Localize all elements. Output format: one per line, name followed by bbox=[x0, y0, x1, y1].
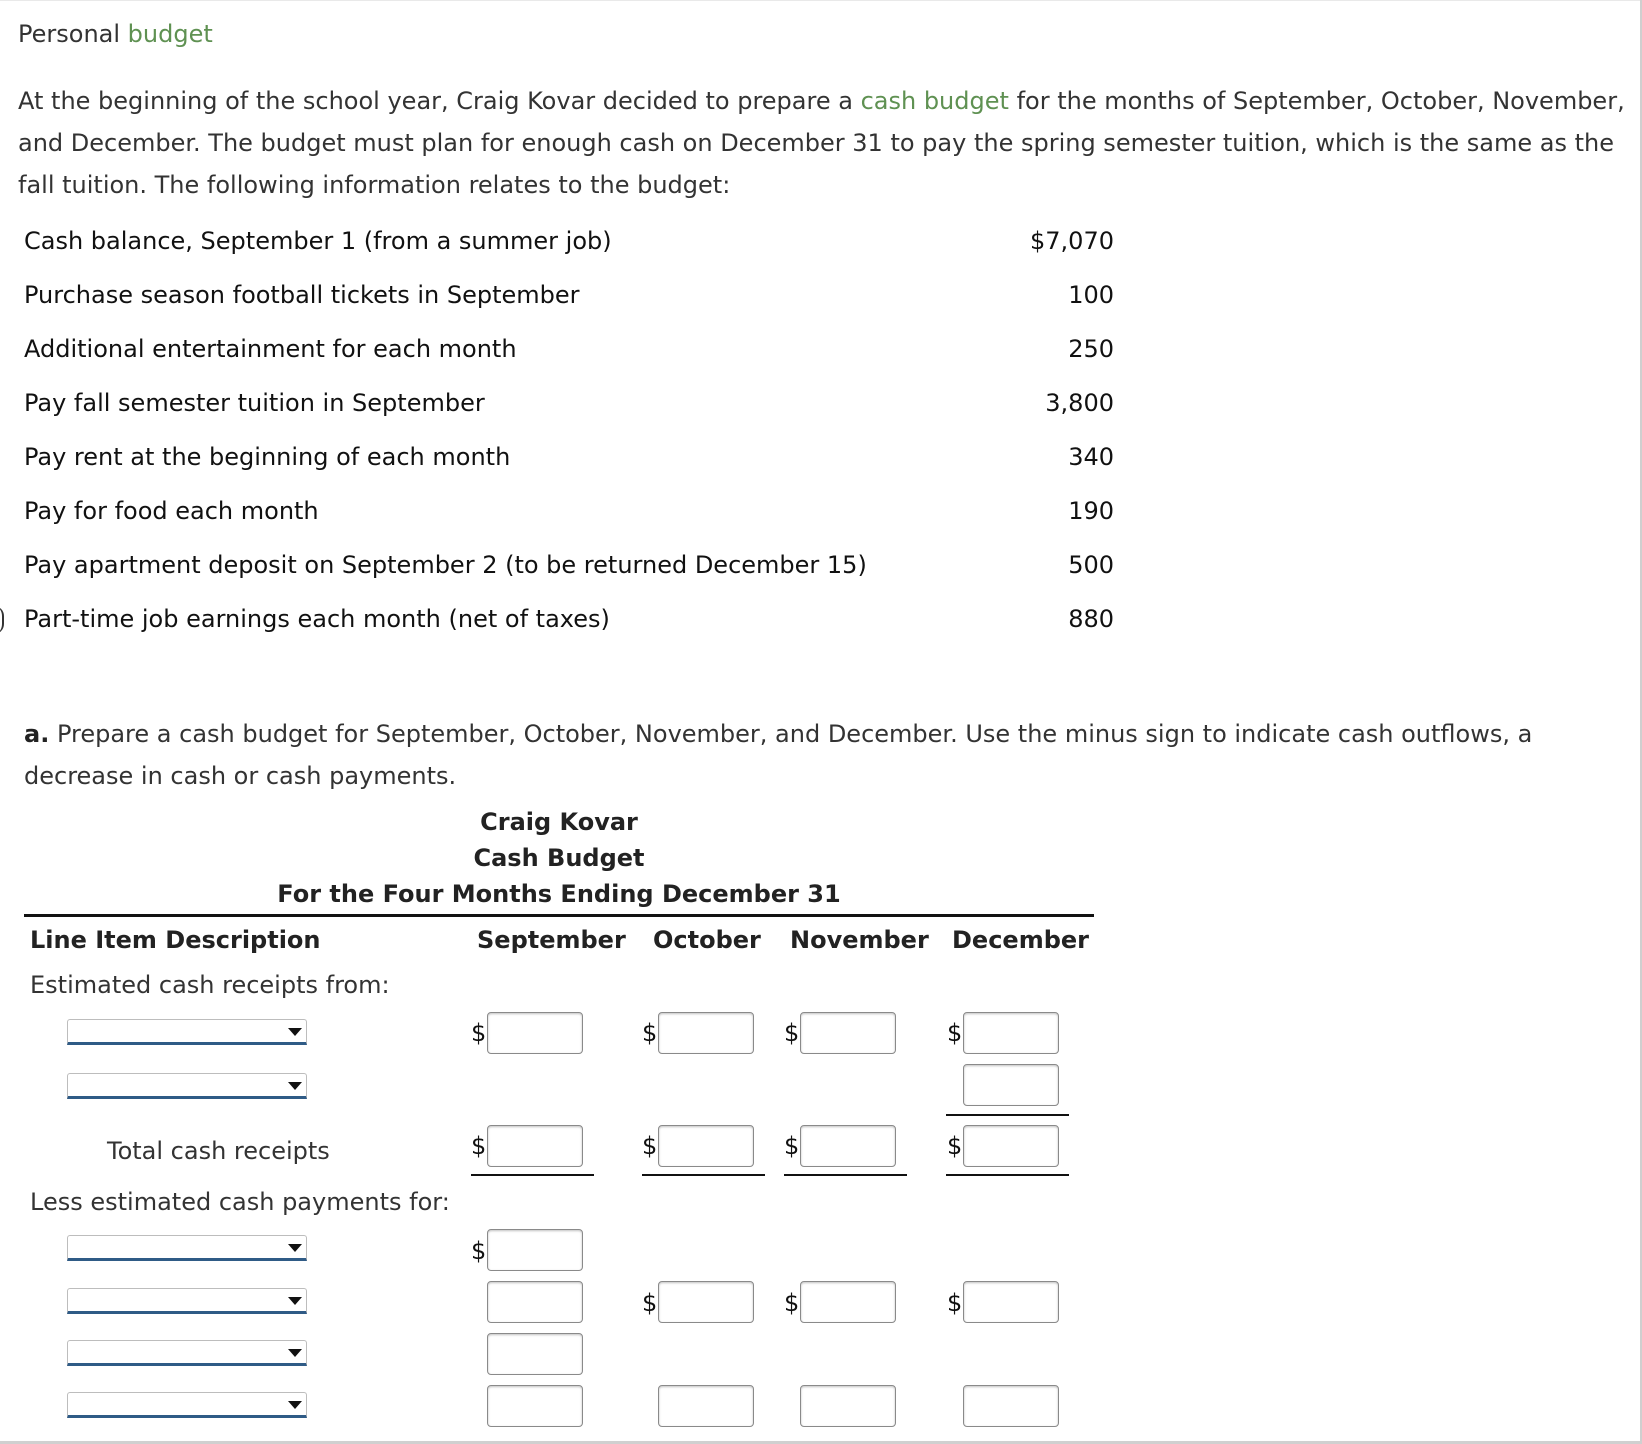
dollar-sign: $ bbox=[642, 1132, 658, 1160]
total-receipts-september-input[interactable] bbox=[487, 1125, 583, 1167]
payment-item-dropdown[interactable] bbox=[67, 1288, 307, 1314]
budget-header-period: For the Four Months Ending December 31 bbox=[277, 880, 841, 908]
payment-december-input[interactable] bbox=[963, 1281, 1059, 1323]
total-receipts-october-input[interactable] bbox=[658, 1125, 754, 1167]
subtotal-underline bbox=[946, 1114, 1069, 1116]
total-receipts-november-input[interactable] bbox=[800, 1125, 896, 1167]
info-label: Pay apartment deposit on September 2 (to be returned December 15) bbox=[24, 551, 867, 579]
col-header-description: Line Item Description bbox=[30, 926, 321, 954]
payment-november-input[interactable] bbox=[800, 1281, 896, 1323]
page-title bbox=[18, 20, 213, 48]
info-value: 100 bbox=[1068, 281, 1114, 309]
total-receipts-label: Total cash receipts bbox=[107, 1137, 330, 1165]
info-label: Additional entertainment for each month bbox=[24, 335, 517, 363]
info-value: 340 bbox=[1068, 443, 1114, 471]
dollar-sign: $ bbox=[947, 1289, 963, 1317]
intro-text-1: At the beginning of the school year, Craig Kovar decided to prepare a bbox=[18, 87, 853, 115]
total-underline bbox=[946, 1174, 1069, 1176]
intro-text-2: for the months of September, October, November, and December. The budget must plan for enough cash on December 31 to pay the spring semester tuition, which is the same as the fall tuition. The following information relates to the budget: bbox=[18, 87, 1625, 199]
chevron-down-icon bbox=[288, 1297, 302, 1305]
chevron-down-icon bbox=[288, 1082, 302, 1090]
chevron-down-icon bbox=[288, 1349, 302, 1357]
budget-header-title: Cash Budget bbox=[473, 844, 645, 872]
dollar-sign: $ bbox=[471, 1237, 487, 1265]
payment-october-input[interactable] bbox=[658, 1385, 754, 1427]
dollar-sign: $ bbox=[947, 1019, 963, 1047]
dollar-sign: $ bbox=[947, 1132, 963, 1160]
info-row bbox=[24, 275, 1114, 329]
col-header-december: December bbox=[952, 926, 1090, 954]
budget-info-table bbox=[24, 221, 1114, 653]
dollar-sign: $ bbox=[471, 1132, 487, 1160]
info-row bbox=[24, 545, 1114, 599]
question-letter: a. bbox=[24, 720, 50, 748]
payment-september-input[interactable] bbox=[487, 1385, 583, 1427]
dollar-sign: $ bbox=[784, 1132, 800, 1160]
payment-november-input[interactable] bbox=[800, 1385, 896, 1427]
chevron-down-icon bbox=[288, 1244, 302, 1252]
col-header-september: September bbox=[477, 926, 626, 954]
dollar-sign: $ bbox=[642, 1019, 658, 1047]
question-a bbox=[24, 713, 1624, 797]
payments-section-label: Less estimated cash payments for: bbox=[30, 1188, 450, 1216]
payment-item-dropdown[interactable] bbox=[67, 1340, 307, 1366]
info-value: 880 bbox=[1068, 605, 1114, 633]
total-receipts-december-input[interactable] bbox=[963, 1125, 1059, 1167]
dollar-sign: $ bbox=[642, 1289, 658, 1317]
cash-budget-glossary-link[interactable]: cash budget bbox=[860, 87, 1009, 115]
receipts-section-label: Estimated cash receipts from: bbox=[30, 971, 390, 999]
info-row bbox=[24, 383, 1114, 437]
payment-item-dropdown[interactable] bbox=[67, 1235, 307, 1261]
intro-paragraph bbox=[18, 80, 1628, 206]
receipt-november-input[interactable] bbox=[800, 1012, 896, 1054]
dollar-sign: $ bbox=[784, 1019, 800, 1047]
payment-october-input[interactable] bbox=[658, 1281, 754, 1323]
payment-item-dropdown[interactable] bbox=[67, 1392, 307, 1418]
info-label: Pay for food each month bbox=[24, 497, 319, 525]
receipt-item-dropdown[interactable] bbox=[67, 1019, 307, 1045]
info-value: 250 bbox=[1068, 335, 1114, 363]
info-value: 190 bbox=[1068, 497, 1114, 525]
info-value: $7,070 bbox=[1030, 227, 1114, 255]
info-label: Pay rent at the beginning of each month bbox=[24, 443, 511, 471]
total-underline bbox=[642, 1174, 765, 1176]
col-header-november: November bbox=[790, 926, 929, 954]
total-underline bbox=[471, 1174, 594, 1176]
dollar-sign: $ bbox=[784, 1289, 800, 1317]
receipt-december-input[interactable] bbox=[963, 1064, 1059, 1106]
info-row bbox=[24, 437, 1114, 491]
title-prefix: Personal bbox=[18, 20, 121, 48]
info-value: 3,800 bbox=[1045, 389, 1114, 417]
info-row bbox=[24, 329, 1114, 383]
question-text: Prepare a cash budget for September, October, November, and December. Use the minus sign to indicate cash outflows, a decrease in cash or cash payments. bbox=[24, 720, 1533, 790]
left-edge-mark bbox=[0, 606, 4, 634]
receipt-december-input[interactable] bbox=[963, 1012, 1059, 1054]
info-label: Pay fall semester tuition in September bbox=[24, 389, 485, 417]
header-rule bbox=[24, 914, 1094, 917]
info-label: Cash balance, September 1 (from a summer job) bbox=[24, 227, 612, 255]
total-underline bbox=[784, 1174, 907, 1176]
top-border bbox=[0, 0, 1642, 1]
info-row bbox=[24, 599, 1114, 653]
payment-september-input[interactable] bbox=[487, 1229, 583, 1271]
receipt-september-input[interactable] bbox=[487, 1012, 583, 1054]
budget-glossary-link[interactable]: budget bbox=[127, 20, 213, 48]
chevron-down-icon bbox=[288, 1028, 302, 1036]
info-label: Purchase season football tickets in September bbox=[24, 281, 580, 309]
receipt-october-input[interactable] bbox=[658, 1012, 754, 1054]
payment-september-input[interactable] bbox=[487, 1281, 583, 1323]
dollar-sign: $ bbox=[471, 1019, 487, 1047]
info-row bbox=[24, 221, 1114, 275]
col-header-october: October bbox=[653, 926, 761, 954]
info-label: Part-time job earnings each month (net of taxes) bbox=[24, 605, 610, 633]
info-row bbox=[24, 491, 1114, 545]
receipt-item-dropdown[interactable] bbox=[67, 1073, 307, 1099]
chevron-down-icon bbox=[288, 1401, 302, 1409]
budget-header-name: Craig Kovar bbox=[480, 808, 638, 836]
payment-september-input[interactable] bbox=[487, 1333, 583, 1375]
info-value: 500 bbox=[1068, 551, 1114, 579]
payment-december-input[interactable] bbox=[963, 1385, 1059, 1427]
